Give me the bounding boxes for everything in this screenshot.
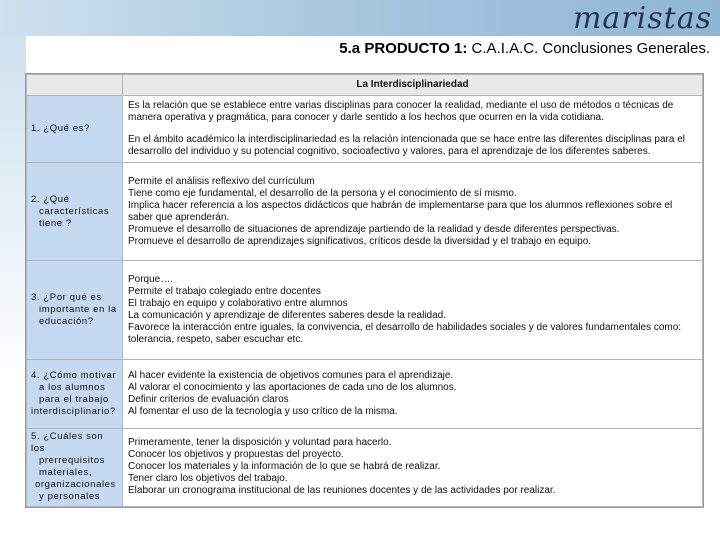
answer-cell xyxy=(123,359,703,428)
answer-line: Promueve el desarrollo de situaciones de aprendizaje partiendo de la realidad y desde diferentes perspectivas. xyxy=(128,223,620,235)
answer-cell xyxy=(123,96,703,163)
question-line: 3. ¿Por qué es xyxy=(31,292,102,304)
table-row xyxy=(27,261,703,359)
answer-line: La comunicación y aprendizaje de diferentes saberes desde la realidad. xyxy=(128,310,446,322)
table-header-row xyxy=(27,75,703,96)
answer-line: Conocer los materiales y la información de lo que se habrá de realizar. xyxy=(128,461,441,473)
answer-line: Definir criterios de evaluación claros xyxy=(128,393,289,405)
left-decor-bar xyxy=(0,36,26,540)
answer-line: En el ámbito académico la interdisciplinariedad es la relación intencionada que se hace entre las diferentes disciplinas para el desarrollo del individuo y su potencial cognitivo, socioafectivo y valores, para el aprendizaje de los diferentes saberes. xyxy=(128,133,685,157)
question-cell xyxy=(27,428,123,506)
question-line: tiene ? xyxy=(39,217,72,229)
question-cell xyxy=(27,162,123,260)
answer-line: Al valorar el conocimiento y las aportaciones de cada uno de los alumnos. xyxy=(128,381,457,393)
answer-line: Es la relación que se establece entre varias disciplinas para conocer la realidad, mediante el uso de métodos o técnicas de manera operativa y pragmática, para conocer y darle sentido a los hechos que ocurren en la vida cotidiana. xyxy=(128,99,674,123)
question-line: para el trabajo xyxy=(39,393,109,405)
answer-line: Tener claro los objetivos del trabajo. xyxy=(128,473,288,485)
question-line: 2. ¿Qué xyxy=(31,193,70,205)
question-line: prerrequisitos xyxy=(39,455,105,467)
answer-line: Favorece la interacción entre iguales, la convivencia, el desarrollo de habilidades sociales y de valores fundamentales como: tolerancia, respeto, saber escuchar etc. xyxy=(128,322,682,346)
question-line: características xyxy=(39,205,110,217)
table-row xyxy=(27,359,703,428)
slide-title xyxy=(230,40,710,62)
answer-line: Promueve el desarrollo de aprendizajes significativos, críticos desde la diversidad y el trabajo en equipo. xyxy=(128,235,592,247)
answer-line: Al hacer evidente la existencia de objetivos comunes para el aprendizaje. xyxy=(128,369,454,381)
table-row xyxy=(27,162,703,260)
answer-line: El trabajo en equipo y colaborativo entre alumnos xyxy=(128,298,348,310)
answer-line: Implica hacer referencia a los aspectos didácticos que habrán de implementarse para que los alumnos reflexiones sobre el saber que aprenderán. xyxy=(128,199,673,223)
answer-cell xyxy=(123,162,703,260)
question-line: interdisciplinario? xyxy=(31,405,116,417)
answer-line: Permite el análisis reflexivo del currículum xyxy=(128,175,315,187)
question-cell xyxy=(27,359,123,428)
answer-line: Porque…. xyxy=(128,274,174,286)
question-line: 4. ¿Cómo motivar xyxy=(31,369,117,381)
question-line: a los alumnos xyxy=(39,381,106,393)
interdisciplinarity-table xyxy=(25,73,704,508)
question-line: 5. ¿Cuáles son los xyxy=(31,431,104,455)
answer-cell xyxy=(123,261,703,359)
answer-line: Permite el trabajo colegiado entre docentes xyxy=(128,286,321,298)
answer-line: Tiene como eje fundamental, el desarrollo de la persona y el conocimiento de sí mismo. xyxy=(128,187,517,199)
answer-line: Al fomentar el uso de la tecnología y uso crítico de la misma. xyxy=(128,405,398,417)
question-line: importante en la xyxy=(39,304,117,316)
answer-line: Primeramente, tener la disposición y voluntad para hacerlo. xyxy=(128,437,392,449)
question-line: y personales xyxy=(39,491,101,503)
answer-cell xyxy=(123,428,703,506)
slide-title-bold: 5.a PRODUCTO 1: xyxy=(339,40,468,57)
question-cell xyxy=(27,261,123,359)
table-heading: La Interdisciplinariedad xyxy=(123,75,703,96)
question-line: organizacionales xyxy=(35,479,116,491)
answer-line: Elaborar un cronograma institucional de las reuniones docentes y de las actividades por realizar. xyxy=(128,485,556,497)
maristas-logo: maristas xyxy=(572,1,712,36)
table-corner xyxy=(27,75,123,96)
answer-line: Conocer los objetivos y propuestas del proyecto. xyxy=(128,449,344,461)
question-line: 1. ¿Qué es? xyxy=(31,122,90,134)
question-line: educación? xyxy=(39,316,94,328)
question-line: materiales, xyxy=(39,467,93,479)
slide-title-rest: C.A.I.A.C. Conclusiones Generales. xyxy=(467,40,710,57)
question-cell xyxy=(27,96,123,163)
table-row xyxy=(27,96,703,163)
table-row xyxy=(27,428,703,506)
